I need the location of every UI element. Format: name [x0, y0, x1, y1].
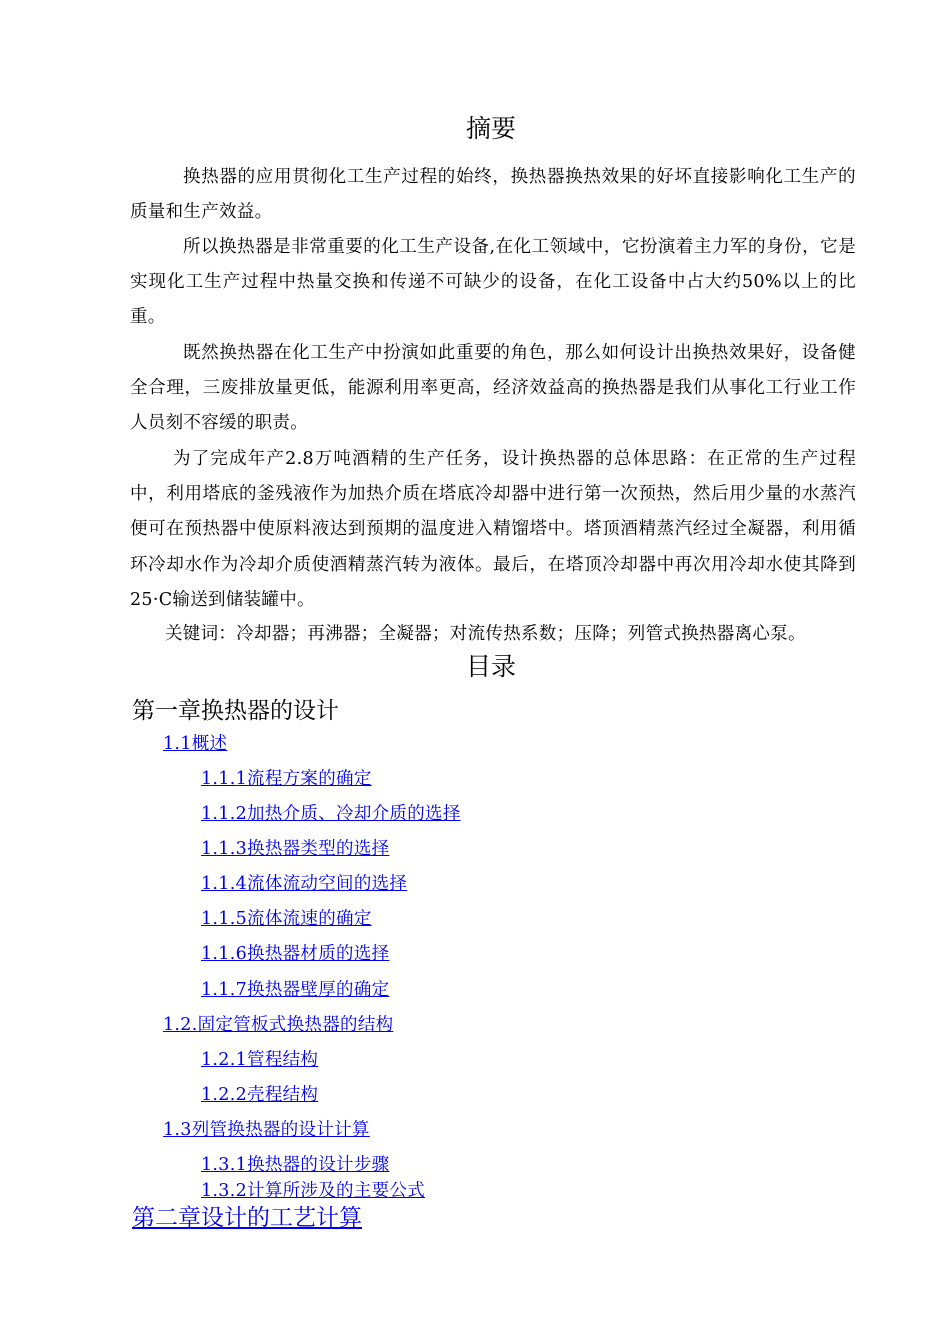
abstract-paragraph-1: 换热器的应用贯彻化工生产过程的始终，换热器换热效果的好坏直接影响化工生产的质量和生产效益。	[130, 167, 856, 223]
toc-link-1-1-3[interactable]: 1.1.3换热器类型的选择	[201, 839, 390, 859]
toc-chapter-1: 第一章换热器的设计	[132, 698, 339, 724]
abstract-title: 摘要	[465, 114, 516, 143]
toc-link-1-1-2[interactable]: 1.1.2加热介质、冷却介质的选择	[201, 804, 461, 824]
toc-link-1-1-7[interactable]: 1.1.7换热器壁厚的确定	[201, 980, 390, 1000]
abstract-paragraph-4: 为了完成年产2.8万吨酒精的生产任务，设计换热器的总体思路：在正常的生产过程中，利用塔底的釜残液作为加热介质在塔底冷却器中进行第一次预热，然后用少量的水蒸汽便可在预热器中使原料液达到预期的温度进入精馏塔中。塔顶酒精蒸汽经过全凝器，利用循环冷却水作为冷却介质使酒精蒸汽转为液体。最后，在塔顶冷却器中再次用冷却水使其降到25·C输送到储装罐中。	[130, 449, 856, 610]
toc-link-1-1-4[interactable]: 1.1.4流体流动空间的选择	[201, 874, 408, 894]
toc-link-1-1[interactable]: 1.1概述	[163, 734, 228, 754]
toc-link-1-2-2[interactable]: 1.2.2壳程结构	[201, 1085, 319, 1105]
toc-link-1-2-1[interactable]: 1.2.1管程结构	[201, 1050, 319, 1070]
abstract-paragraph-3: 既然换热器在化工生产中扮演如此重要的角色，那么如何设计出换热效果好，设备健全合理，三废排放量更低，能源利用率更高，经济效益高的换热器是我们从事化工行业工作人员刻不容缓的职责。	[130, 343, 856, 434]
abstract-paragraph-2: 所以换热器是非常重要的化工生产设备,在化工领域中，它扮演着主力军的身份，它是实现化工生产过程中热量交换和传递不可缺少的设备，在化工设备中占大约50%以上的比重。	[130, 237, 856, 328]
toc-link-1-3-1[interactable]: 1.3.1换热器的设计步骤	[201, 1155, 390, 1175]
keywords: 关键词：冷却器；再沸器；全凝器；对流传热系数；压降；列管式换热器离心泵。	[165, 624, 806, 644]
toc-title: 目录	[465, 652, 516, 681]
toc-link-1-1-5[interactable]: 1.1.5流体流速的确定	[201, 909, 372, 929]
toc-chapter-2[interactable]: 第二章设计的工艺计算	[132, 1205, 362, 1231]
toc-link-1-3-2[interactable]: 1.3.2计算所涉及的主要公式	[201, 1181, 426, 1201]
toc-link-1-2[interactable]: 1.2.固定管板式换热器的结构	[163, 1015, 394, 1035]
toc-link-1-1-1[interactable]: 1.1.1流程方案的确定	[201, 769, 372, 789]
toc-link-1-1-6[interactable]: 1.1.6换热器材质的选择	[201, 944, 390, 964]
toc-link-1-3[interactable]: 1.3列管换热器的设计计算	[163, 1120, 370, 1140]
